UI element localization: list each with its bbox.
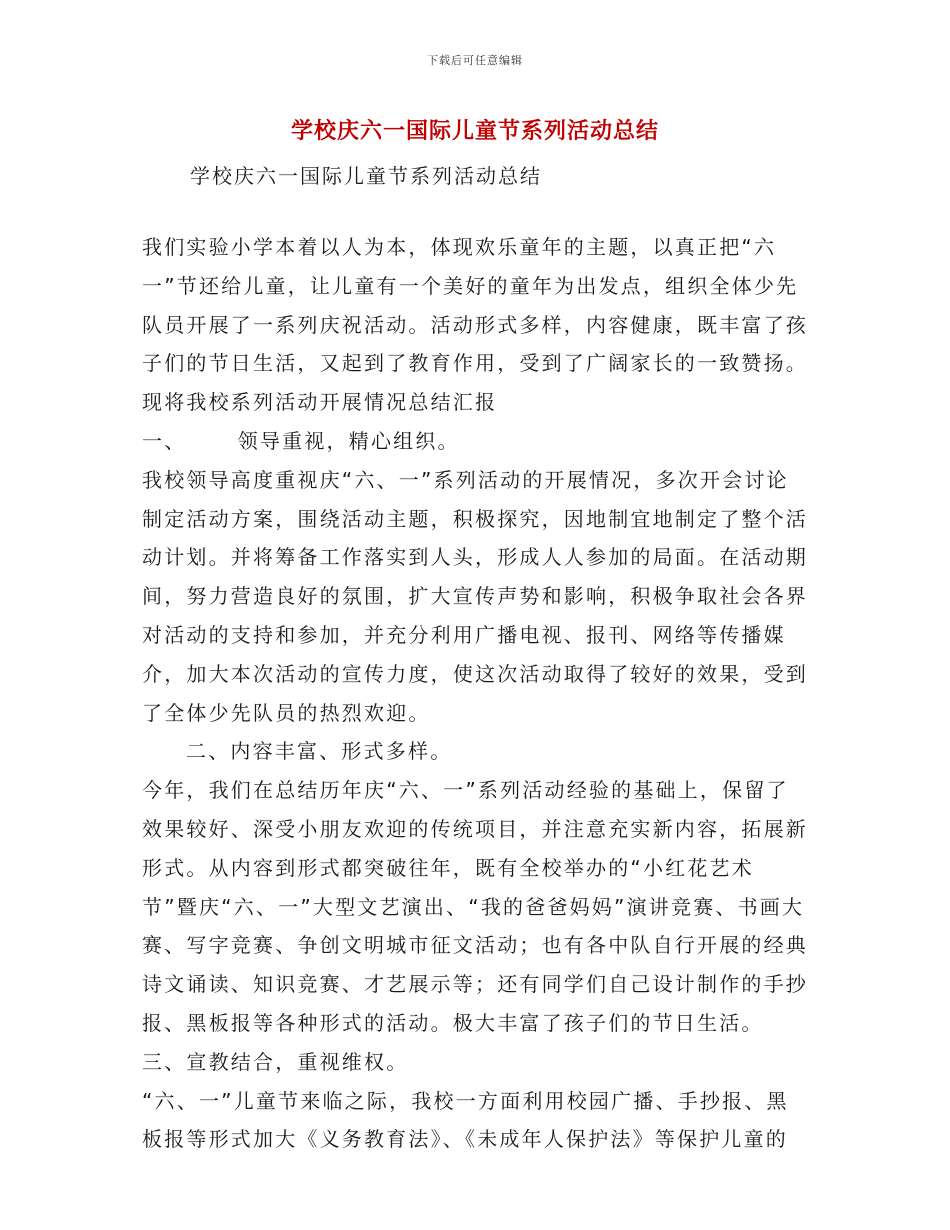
section-paragraph-1: 我校领导高度重视庆“六、一”系列活动的开展情况，多次开会讨论制定活动方案，围绕活动主题，积极探究，因地制宜地制定了整个活动计划。并将筹备工作落实到人头，形成人人参加的局面。在活动期间，努力营造良好的氛围，扩大宣传声势和影响，积极争取社会各界对活动的支持和参加，并充分利用广播电视、报刊、网络等传播媒介，加大本次活动的宣传力度，使这次活动取得了较好的效果，受到了全体少先队员的热烈欢迎。 (142, 467, 808, 725)
section-paragraph-3: “六、一”儿童节来临之际，我校一方面利用校园广播、手抄报、黑板报等形式加大《义务教育法》、《未成年人保护法》等保护儿童的 (142, 1088, 789, 1152)
section-heading-2: 二、内容丰富、形式多样。 (186, 739, 453, 764)
section-heading-3: 三、宣教结合，重视维权。 (142, 1049, 409, 1074)
intro-paragraph: 我们实验小学本着以人为本，体现欢乐童年的主题，以真正把“六一”节还给儿童，让儿童有一个美好的童年为出发点，组织全体少先队员开展了一系列庆祝活动。活动形式多样，内容健康，既丰富了孩子们的节日生活，又起到了教育作用，受到了广阔家长的一致赞扬。现将我校系列活动开展情况总结汇报 (142, 235, 808, 415)
section-heading-1: 一、 领导重视，精心组织。 (142, 428, 460, 453)
header-note: 下载后可任意编辑 (427, 54, 523, 67)
document-subtitle: 学校庆六一国际儿童节系列活动总结 (190, 164, 542, 188)
section-paragraph-2: 今年，我们在总结历年庆“六、一”系列活动经验的基础上，保留了效果较好、深受小朋友欢迎的传统项目，并注意充实新内容，拓展新形式。从内容到形式都突破往年，既有全校举办的“小红花艺术节”暨庆“六、一”大型文艺演出、“我的爸爸妈妈”演讲竞赛、书画大赛、写字竞赛、争创文明城市征文活动；也有各中队自行开展的经典诗文诵读、知识竞赛、才艺展示等；还有同学们自己设计制作的手抄报、黑板报等各种形式的活动。极大丰富了孩子们的节日生活。 (142, 778, 808, 1035)
document-body (142, 228, 810, 1159)
document-title: 学校庆六一国际儿童节系列活动总结 (290, 119, 659, 144)
